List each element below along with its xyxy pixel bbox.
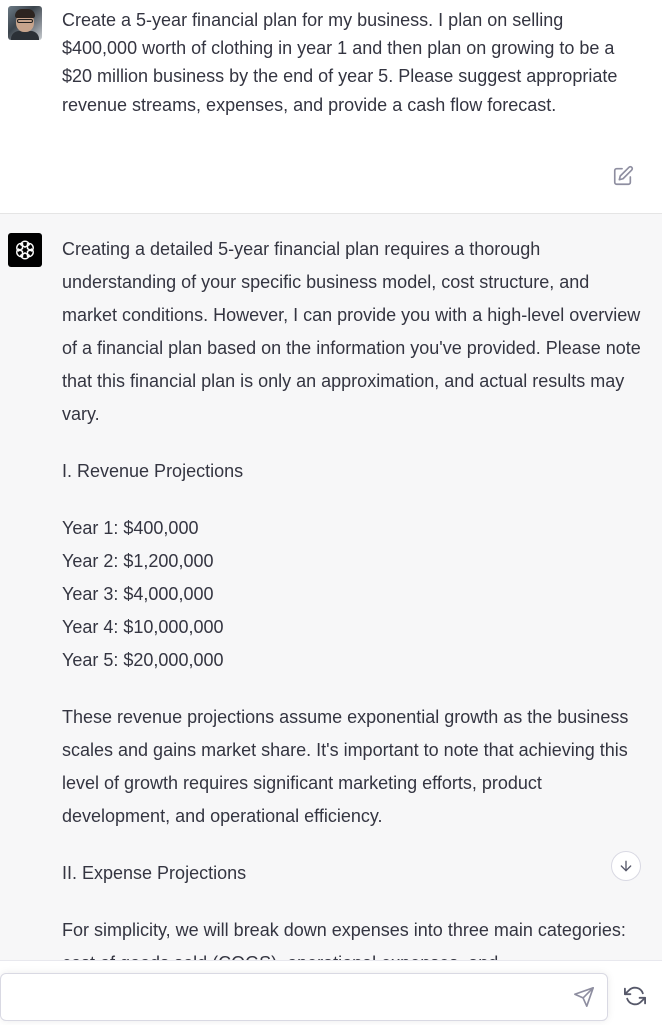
revenue-line: Year 1: $400,000 — [62, 518, 199, 538]
answer-intro: Creating a detailed 5-year financial plan requires a thorough understanding of your specific business model, cost structure, and market conditions. However, I can provide you with a high-level overview of a financial plan based on the information you've provided. Please note that this financial plan is only an approximation, and actual results may vary. — [62, 239, 641, 424]
user-avatar — [8, 6, 42, 40]
openai-logo-icon — [8, 233, 42, 267]
send-button[interactable] — [573, 986, 597, 1010]
avatar-hair — [15, 9, 35, 18]
scroll-to-bottom-button[interactable] — [611, 851, 641, 881]
avatar-glasses — [17, 19, 33, 23]
assistant-answer — [62, 233, 642, 1004]
section-heading-revenue: I. Revenue Projections — [62, 461, 244, 481]
refresh-icon — [624, 985, 646, 1007]
avatar-body — [11, 31, 39, 40]
revenue-list — [62, 512, 642, 677]
user-message — [0, 0, 662, 214]
expense-intro: For simplicity, we will break down expenses into three main categories: — [62, 920, 626, 940]
edit-icon[interactable] — [612, 165, 634, 187]
user-message-text: Create a 5-year financial plan for my business. I plan on selling $400,000 worth of clothing in year 1 and then plan on growing to be a $20 million business by the end of year 5. Please suggest appropriate revenue streams, expenses, and provide a cash flow forecast. — [62, 10, 618, 115]
section-heading-expense: II. Expense Projections — [62, 863, 247, 883]
revenue-line: Year 5: $20,000,000 — [62, 650, 224, 670]
revenue-line: Year 4: $10,000,000 — [62, 617, 224, 637]
message-input[interactable] — [15, 986, 559, 1014]
arrow-down-icon — [618, 858, 634, 874]
assistant-message — [0, 214, 662, 960]
composer-bar — [0, 960, 662, 1025]
revenue-line: Year 3: $4,000,000 — [62, 584, 214, 604]
regenerate-button[interactable] — [624, 985, 648, 1009]
send-icon — [573, 986, 595, 1008]
message-input-box[interactable] — [0, 973, 608, 1021]
revenue-line: Year 2: $1,200,000 — [62, 551, 214, 571]
revenue-note: These revenue projections assume exponential growth as the business scales and gains market share. It's important to note that achieving this level of growth requires significant marketing efforts, product development, and operational efficiency. — [62, 707, 629, 826]
